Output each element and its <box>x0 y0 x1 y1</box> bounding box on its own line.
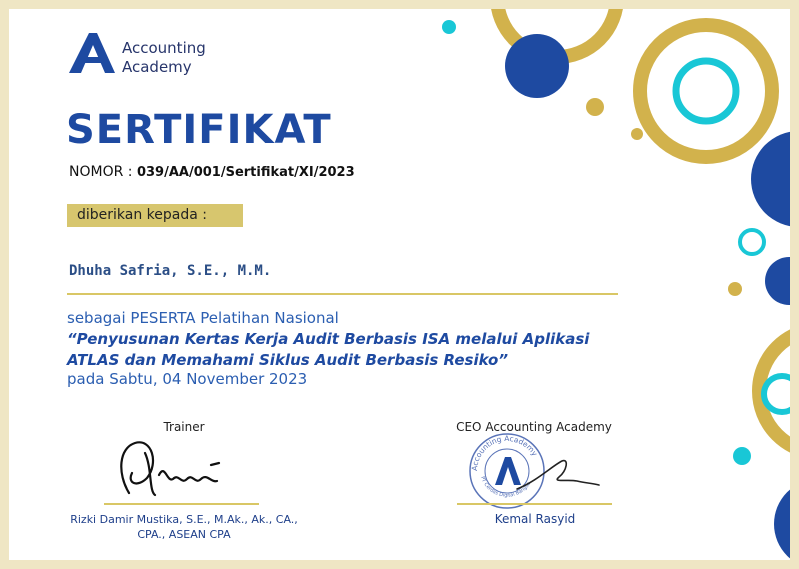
certificate-title: SERTIFIKAT <box>66 107 332 153</box>
recipient-name: Dhuha Safria, S.E., M.M. <box>69 263 272 279</box>
role-text: sebagai PESERTA Pelatihan Nasional <box>67 309 339 327</box>
certificate-number-value: 039/AA/001/Sertifikat/XI/2023 <box>136 165 355 180</box>
brand-logo <box>67 29 247 89</box>
trainer-name <box>49 512 319 542</box>
training-title: “Penyusunan Kertas Kerja Audit Berbasis ISA melalui Aplikasi ATLAS dan Memahami Siklus Audit Berbasis Resiko” <box>67 330 590 369</box>
stamp-bottom-text: PT Cerdas Digital Bangsa <box>479 475 533 499</box>
stamp-logo-icon <box>495 457 521 485</box>
stamp-top-text: Accounting Academy <box>469 433 540 472</box>
cyan-dot-top <box>442 20 456 34</box>
certificate-card <box>9 9 790 560</box>
cyan-ring-2 <box>740 230 764 254</box>
certificate-number-label: NOMOR : <box>69 164 137 180</box>
cyan-ring-3 <box>764 376 790 412</box>
cyan-ring-1 <box>676 61 736 121</box>
blue-circle-4 <box>774 479 790 560</box>
academy-logo-icon <box>67 29 117 79</box>
company-stamp <box>467 431 607 511</box>
trainer-name-line1: Rizki Damir Mustika, S.E., M.Ak., Ak., CA., <box>70 513 298 526</box>
gold-dot-3 <box>728 282 742 296</box>
trainer-signature-line <box>104 503 259 505</box>
gold-dot-2 <box>631 128 643 140</box>
brand-name-line2: Academy <box>122 58 192 76</box>
gold-dot-1 <box>586 98 604 116</box>
cyan-dot-bottom <box>733 447 751 465</box>
training-date: pada Sabtu, 04 November 2023 <box>67 370 308 388</box>
trainer-signature <box>107 433 247 503</box>
blue-circle-3 <box>765 257 790 305</box>
trainer-label: Trainer <box>163 420 205 434</box>
ceo-signature-line <box>457 503 612 505</box>
brand-name-line1: Accounting <box>122 39 206 57</box>
gold-ring-right <box>640 25 772 157</box>
given-to-label: diberikan kepada : <box>67 204 243 227</box>
ceo-label: CEO Accounting Academy <box>456 420 612 434</box>
name-divider <box>67 293 618 295</box>
blue-circle-2 <box>751 131 790 227</box>
brand-name <box>122 39 206 77</box>
certificate-number <box>69 164 355 180</box>
blue-circle-1 <box>505 34 569 98</box>
ceo-name: Kemal Rasyid <box>494 512 576 526</box>
trainer-name-line2: CPA., ASEAN CPA <box>137 528 231 541</box>
